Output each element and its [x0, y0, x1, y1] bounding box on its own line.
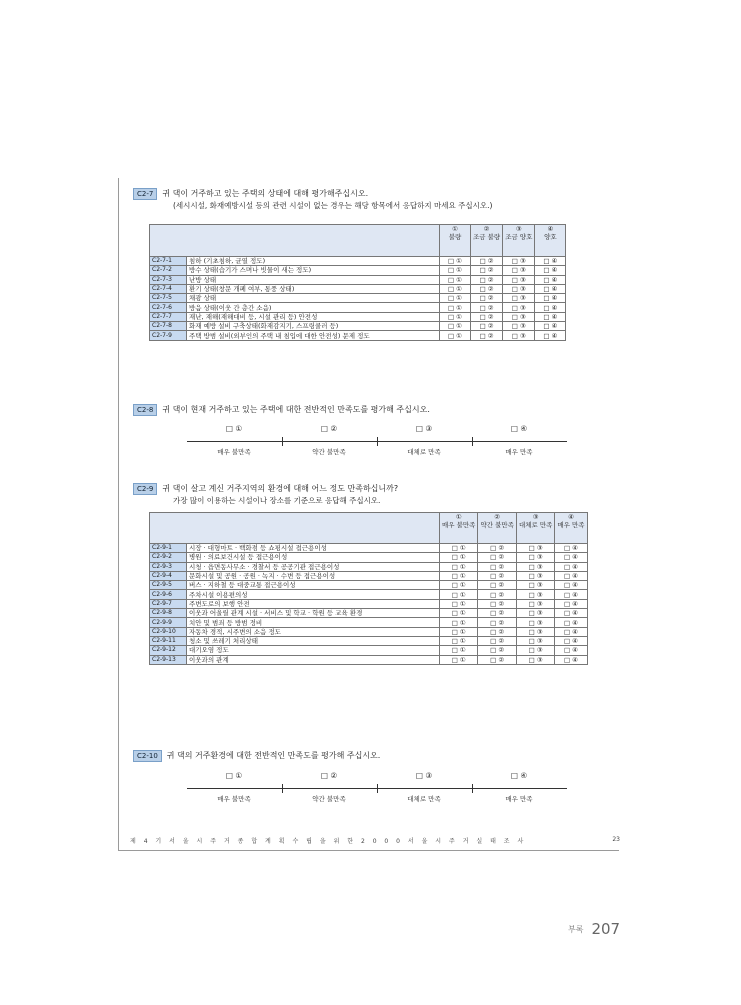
- scale-option-3[interactable]: □ ③: [415, 424, 433, 433]
- header-opt-4: ④ 매우 만족: [555, 513, 587, 544]
- option-checkbox-1[interactable]: □ ①: [440, 266, 471, 275]
- table-row: [150, 294, 566, 303]
- question-tag: C2-7: [133, 188, 157, 200]
- question-title: 귀 댁이 살고 계신 거주지역의 환경에 대해 어느 정도 만족하십니까?: [162, 484, 399, 493]
- option-checkbox-3[interactable]: □ ③: [516, 636, 554, 645]
- option-checkbox-2[interactable]: □ ②: [478, 571, 516, 580]
- option-checkbox-2[interactable]: □ ②: [478, 599, 516, 608]
- row-label: 이웃과 어울릴 관계 시설 · 서비스 및 학교 · 학원 등 교육 환경: [187, 609, 440, 618]
- option-checkbox-3[interactable]: □ ③: [516, 581, 554, 590]
- option-checkbox-4[interactable]: □ ④: [535, 312, 566, 321]
- table-row: [150, 266, 566, 275]
- option-checkbox-3[interactable]: □ ③: [503, 303, 535, 312]
- option-checkbox-2[interactable]: □ ②: [478, 609, 516, 618]
- question-tag: C2-8: [133, 404, 157, 416]
- option-checkbox-1[interactable]: □ ①: [440, 636, 478, 645]
- scale-option-2[interactable]: □ ②: [320, 771, 338, 780]
- option-checkbox-3[interactable]: □ ③: [516, 571, 554, 580]
- option-checkbox-2[interactable]: □ ②: [478, 544, 516, 553]
- row-code: C2-9-1: [150, 544, 187, 553]
- scale-option-1[interactable]: □ ①: [225, 771, 243, 780]
- option-checkbox-2[interactable]: □ ②: [478, 590, 516, 599]
- option-checkbox-3[interactable]: □ ③: [516, 590, 554, 599]
- question-title: 귀 댁이 거주하고 있는 주택의 상태에 대해 평가해주십시오.: [162, 189, 369, 198]
- option-checkbox-1[interactable]: □ ①: [440, 581, 478, 590]
- option-checkbox-3[interactable]: □ ③: [516, 562, 554, 571]
- option-checkbox-3[interactable]: □ ③: [503, 331, 535, 340]
- scale-option-1[interactable]: □ ①: [225, 424, 243, 433]
- scale-label-2: 약간 불만족: [312, 795, 346, 803]
- row-code: C2-7-6: [150, 303, 187, 312]
- option-checkbox-1[interactable]: □ ①: [440, 646, 478, 655]
- row-code: C2-7-5: [150, 294, 187, 303]
- header-opt-4: ④ 양호: [535, 225, 566, 257]
- table-row: [150, 303, 566, 312]
- scale-label-3: 대체로 만족: [407, 795, 441, 803]
- option-checkbox-4[interactable]: □ ④: [535, 322, 566, 331]
- row-label: 난방 상태: [187, 275, 440, 284]
- option-checkbox-1[interactable]: □ ①: [440, 312, 471, 321]
- option-checkbox-2[interactable]: □ ②: [478, 636, 516, 645]
- option-checkbox-2[interactable]: □ ②: [471, 284, 503, 293]
- question-subtitle: (세시시설, 화재예방시설 등의 관련 시설이 없는 경우는 해당 항목에서 응답하지 마세요 주십시오.): [173, 201, 493, 210]
- scale-label-4: 매우 만족: [505, 795, 533, 803]
- table-row: [150, 590, 588, 599]
- scale-label-4: 매우 만족: [505, 448, 533, 456]
- option-checkbox-1[interactable]: □ ①: [440, 655, 478, 664]
- question-c2-8-header: [133, 404, 430, 416]
- table-row: [150, 275, 566, 284]
- option-checkbox-3[interactable]: □ ③: [516, 544, 554, 553]
- table-row: [150, 331, 566, 340]
- header-opt-3: ③ 조금 양호: [503, 225, 535, 257]
- header-opt-3: ③ 대체로 만족: [516, 513, 554, 544]
- option-checkbox-2[interactable]: □ ②: [478, 618, 516, 627]
- row-label: 화재 예방 설비 구축상태(화재감지기, 스프링쿨러 등): [187, 322, 440, 331]
- row-code: C2-7-8: [150, 322, 187, 331]
- option-checkbox-1[interactable]: □ ①: [440, 553, 478, 562]
- question-c2-7-header: [133, 188, 492, 211]
- table-row: [150, 544, 588, 553]
- row-label: 방수 상태(습기가 스며나 빗물이 새는 정도): [187, 266, 440, 275]
- row-code: C2-9-3: [150, 562, 187, 571]
- option-checkbox-2[interactable]: □ ②: [478, 553, 516, 562]
- option-checkbox-3[interactable]: □ ③: [503, 266, 535, 275]
- scale-label-1: 매우 불만족: [217, 795, 251, 803]
- option-checkbox-4[interactable]: □ ④: [555, 553, 587, 562]
- row-code: C2-7-4: [150, 284, 187, 293]
- question-c2-10-header: [133, 750, 380, 762]
- option-checkbox-2[interactable]: □ ②: [478, 655, 516, 664]
- row-label: 문화시설 및 공원 · 공원 · 녹지 · 수변 등 접근용이성: [187, 571, 440, 580]
- question-title: 귀 댁의 거주환경에 대한 전반적인 만족도를 평가해 주십시오.: [166, 751, 381, 760]
- option-checkbox-3[interactable]: □ ③: [516, 655, 554, 664]
- option-checkbox-4[interactable]: □ ④: [555, 627, 587, 636]
- row-code: C2-7-1: [150, 257, 187, 266]
- option-checkbox-1[interactable]: □ ①: [440, 618, 478, 627]
- row-code: C2-9-7: [150, 599, 187, 608]
- option-checkbox-4[interactable]: □ ④: [555, 636, 587, 645]
- c2-10-scale: [187, 771, 567, 811]
- row-code: C2-9-2: [150, 553, 187, 562]
- option-checkbox-2[interactable]: □ ②: [478, 581, 516, 590]
- scale-option-4[interactable]: □ ④: [510, 771, 528, 780]
- option-checkbox-4[interactable]: □ ④: [535, 266, 566, 275]
- option-checkbox-3[interactable]: □ ③: [516, 553, 554, 562]
- option-checkbox-4[interactable]: □ ④: [555, 646, 587, 655]
- option-checkbox-3[interactable]: □ ③: [503, 257, 535, 266]
- option-checkbox-2[interactable]: □ ②: [478, 627, 516, 636]
- scale-option-2[interactable]: □ ②: [320, 424, 338, 433]
- option-checkbox-2[interactable]: □ ②: [478, 646, 516, 655]
- row-code: C2-9-4: [150, 571, 187, 580]
- scale-label-3: 대체로 만족: [407, 448, 441, 456]
- table-row: [150, 257, 566, 266]
- scale-label-2: 약간 불만족: [312, 448, 346, 456]
- row-label: 버스 · 지하철 등 대중교통 접근용이성: [187, 581, 440, 590]
- row-label: 주차시설 이용편의성: [187, 590, 440, 599]
- option-checkbox-3[interactable]: □ ③: [503, 322, 535, 331]
- table-row: [150, 646, 588, 655]
- table-row: [150, 655, 588, 664]
- option-checkbox-4[interactable]: □ ④: [555, 599, 587, 608]
- option-checkbox-1[interactable]: □ ①: [440, 571, 478, 580]
- option-checkbox-2[interactable]: □ ②: [471, 257, 503, 266]
- row-label: 이웃과의 관계: [187, 655, 440, 664]
- option-checkbox-4[interactable]: □ ④: [535, 284, 566, 293]
- scale-option-4[interactable]: □ ④: [510, 424, 528, 433]
- header-opt-2: ② 약간 불만족: [478, 513, 516, 544]
- option-checkbox-3[interactable]: □ ③: [516, 609, 554, 618]
- option-checkbox-4[interactable]: □ ④: [535, 331, 566, 340]
- question-title: 귀 댁이 현재 거주하고 있는 주택에 대한 전반적인 만족도를 평가해 주십시오.: [162, 405, 430, 414]
- header-opt-1: ① 매우 불만족: [440, 513, 478, 544]
- option-checkbox-4[interactable]: □ ④: [555, 571, 587, 580]
- row-code: C2-7-9: [150, 331, 187, 340]
- option-checkbox-4[interactable]: □ ④: [555, 581, 587, 590]
- row-code: C2-9-5: [150, 581, 187, 590]
- row-code: C2-7-2: [150, 266, 187, 275]
- option-checkbox-2[interactable]: □ ②: [471, 266, 503, 275]
- table-row: [150, 636, 588, 645]
- header-opt-1: ① 불량: [440, 225, 471, 257]
- option-checkbox-4[interactable]: □ ④: [535, 294, 566, 303]
- table-row: [150, 609, 588, 618]
- option-checkbox-3[interactable]: □ ③: [503, 284, 535, 293]
- row-label: 대기오염 정도: [187, 646, 440, 655]
- option-checkbox-2[interactable]: □ ②: [478, 562, 516, 571]
- question-tag: C2-9: [133, 483, 157, 495]
- row-code: C2-9-12: [150, 646, 187, 655]
- option-checkbox-3[interactable]: □ ③: [516, 627, 554, 636]
- option-checkbox-1[interactable]: □ ①: [440, 331, 471, 340]
- row-label: 병원 · 의료보건시설 등 접근용이성: [187, 553, 440, 562]
- option-checkbox-4[interactable]: □ ④: [555, 655, 587, 664]
- option-checkbox-3[interactable]: □ ③: [503, 294, 535, 303]
- table-row: [150, 599, 588, 608]
- row-label: 주택 방범 설비(외부인의 주택 내 침입에 대한 안전성) 문제 정도: [187, 331, 440, 340]
- row-label: 자동차 경적, 시주변의 소음 정도: [187, 627, 440, 636]
- option-checkbox-3[interactable]: □ ③: [503, 312, 535, 321]
- option-checkbox-1[interactable]: □ ①: [440, 590, 478, 599]
- row-label: 방음 상태(이웃 간 층간 소음): [187, 303, 440, 312]
- page-footer: [130, 836, 620, 845]
- option-checkbox-1[interactable]: □ ①: [440, 562, 478, 571]
- table-row: [150, 581, 588, 590]
- row-code: C2-9-11: [150, 636, 187, 645]
- row-label: 침하 (기초침하, 균열 정도): [187, 257, 440, 266]
- option-checkbox-3[interactable]: □ ③: [516, 618, 554, 627]
- table-row: [150, 312, 566, 321]
- row-label: 재난, 재해(재해대비 등, 시설 관리 등) 안전성: [187, 312, 440, 321]
- option-checkbox-2[interactable]: □ ②: [471, 312, 503, 321]
- option-checkbox-1[interactable]: □ ①: [440, 294, 471, 303]
- table-row: [150, 618, 588, 627]
- option-checkbox-1[interactable]: □ ①: [440, 544, 478, 553]
- row-code: C2-9-9: [150, 618, 187, 627]
- option-checkbox-1[interactable]: □ ①: [440, 599, 478, 608]
- table-row: [150, 627, 588, 636]
- option-checkbox-2[interactable]: □ ②: [471, 275, 503, 284]
- option-checkbox-3[interactable]: □ ③: [516, 599, 554, 608]
- row-code: C2-7-7: [150, 312, 187, 321]
- row-label: 환기 상태(창문 개폐 여부, 통풍 상태): [187, 284, 440, 293]
- survey-page: [118, 178, 619, 851]
- row-code: C2-9-8: [150, 609, 187, 618]
- footer-page: 23: [612, 836, 620, 843]
- question-c2-9-header: [133, 483, 398, 506]
- option-checkbox-3[interactable]: □ ③: [516, 646, 554, 655]
- row-label: 청소 및 쓰레기 처리상태: [187, 636, 440, 645]
- footer-text: 제 4 기 서 울 시 주 거 종 합 계 획 수 립 을 위 한 2 0 0 0 서 울 시 주 거 실 태 조 사: [130, 838, 527, 845]
- option-checkbox-1[interactable]: □ ①: [440, 322, 471, 331]
- row-label: 채광 상태: [187, 294, 440, 303]
- option-checkbox-1[interactable]: □ ①: [440, 275, 471, 284]
- table-row: [150, 553, 588, 562]
- option-checkbox-4[interactable]: □ ④: [535, 257, 566, 266]
- row-code: C2-9-10: [150, 627, 187, 636]
- option-checkbox-1[interactable]: □ ①: [440, 627, 478, 636]
- option-checkbox-1[interactable]: □ ①: [440, 609, 478, 618]
- table-row: [150, 571, 588, 580]
- option-checkbox-4[interactable]: □ ④: [555, 609, 587, 618]
- question-subtitle: 가장 많이 이용하는 시설이나 장소를 기준으로 응답해 주십시오.: [173, 496, 381, 505]
- option-checkbox-3[interactable]: □ ③: [503, 275, 535, 284]
- option-checkbox-4[interactable]: □ ④: [555, 544, 587, 553]
- option-checkbox-2[interactable]: □ ②: [471, 303, 503, 312]
- question-c2-9-table: [149, 512, 588, 665]
- option-checkbox-4[interactable]: □ ④: [555, 590, 587, 599]
- table-row: [150, 562, 588, 571]
- option-checkbox-1[interactable]: □ ①: [440, 303, 471, 312]
- option-checkbox-2[interactable]: □ ②: [471, 322, 503, 331]
- row-code: C2-7-3: [150, 275, 187, 284]
- option-checkbox-4[interactable]: □ ④: [535, 275, 566, 284]
- row-label: 치안 및 범죄 등 방범 정비: [187, 618, 440, 627]
- option-checkbox-4[interactable]: □ ④: [555, 618, 587, 627]
- option-checkbox-4[interactable]: □ ④: [555, 562, 587, 571]
- option-checkbox-4[interactable]: □ ④: [535, 303, 566, 312]
- page-number-value: 207: [591, 920, 621, 938]
- row-label: 주변도로의 보행 안전: [187, 599, 440, 608]
- table-row: [150, 284, 566, 293]
- row-code: C2-9-13: [150, 655, 187, 664]
- header-opt-2: ② 조금 불량: [471, 225, 503, 257]
- question-tag: C2-10: [133, 750, 162, 762]
- row-label: 시청 · 읍면동사무소 · 경찰서 등 공공기관 접근용이성: [187, 562, 440, 571]
- page-number: [568, 920, 620, 938]
- scale-option-3[interactable]: □ ③: [415, 771, 433, 780]
- option-checkbox-2[interactable]: □ ②: [471, 331, 503, 340]
- row-code: C2-9-6: [150, 590, 187, 599]
- option-checkbox-2[interactable]: □ ②: [471, 294, 503, 303]
- option-checkbox-1[interactable]: □ ①: [440, 257, 471, 266]
- option-checkbox-1[interactable]: □ ①: [440, 284, 471, 293]
- appendix-label: 부록: [568, 925, 584, 934]
- scale-label-1: 매우 불만족: [217, 448, 251, 456]
- c2-8-scale: [187, 424, 567, 464]
- question-c2-7-table: [149, 224, 566, 341]
- table-row: [150, 322, 566, 331]
- row-label: 시장 · 대형마트 · 백화점 등 쇼핑시설 접근용이성: [187, 544, 440, 553]
